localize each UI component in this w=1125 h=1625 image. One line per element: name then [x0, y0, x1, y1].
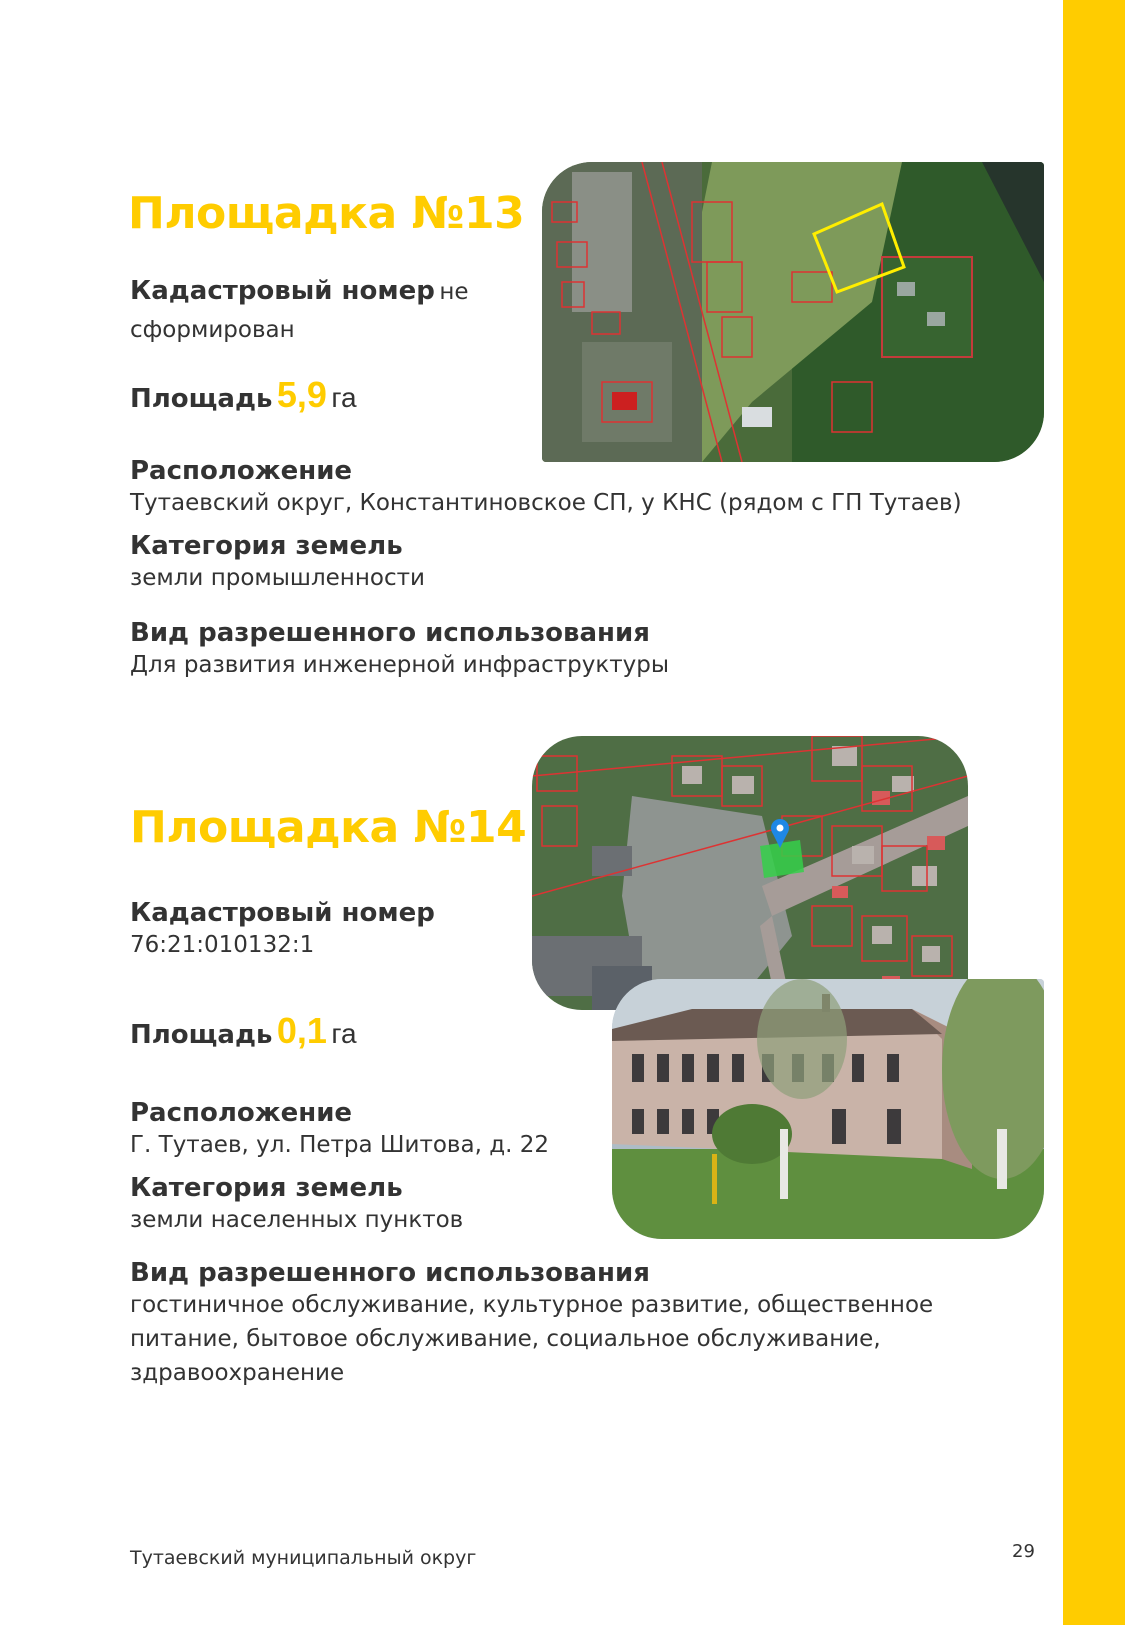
use-value-line-2: питание, бытовое обслуживание, социальное обслуживание,	[130, 1326, 881, 1352]
use-value-line-3: здравоохранение	[130, 1360, 345, 1386]
cadastral-value: не	[439, 279, 469, 305]
yellow-side-bar	[1063, 0, 1125, 1625]
site-13-location	[130, 456, 962, 520]
site-13-satellite-map	[542, 162, 1044, 462]
site-14-building-photo	[612, 979, 1044, 1239]
cadastral-value-rest: сформирован	[130, 317, 295, 343]
site-14-location	[130, 1098, 549, 1162]
category-label: Категория земель	[130, 1173, 403, 1203]
location-value: Тутаевский округ, Константиновское СП, у КНС (рядом с ГП Тутаев)	[130, 490, 962, 516]
category-value: земли населенных пунктов	[130, 1207, 464, 1233]
cadastral-label: Кадастровый номер	[130, 276, 435, 306]
area-value: 0,1	[276, 1010, 327, 1051]
site-14-title: Площадка №14	[130, 802, 527, 853]
category-value: земли промышленности	[130, 565, 425, 591]
page-number: 29	[1012, 1541, 1035, 1562]
site-13-area	[130, 374, 357, 416]
site-14-cadastral	[130, 898, 435, 962]
site-13-category	[130, 531, 425, 595]
use-label: Вид разрешенного использования	[130, 1258, 650, 1288]
category-label: Категория земель	[130, 531, 403, 561]
location-value: Г. Тутаев, ул. Петра Шитова, д. 22	[130, 1132, 549, 1158]
site-14-area	[130, 1010, 357, 1052]
site-14-satellite-map	[532, 736, 968, 1010]
site-13-cadastral	[130, 273, 510, 347]
area-value: 5,9	[276, 374, 327, 415]
site-14-category	[130, 1173, 463, 1237]
area-label: Площадь	[130, 1020, 273, 1050]
use-value: Для развития инженерной инфраструктуры	[130, 652, 670, 678]
location-label: Расположение	[130, 456, 353, 486]
area-label: Площадь	[130, 384, 273, 414]
use-label: Вид разрешенного использования	[130, 618, 650, 648]
area-unit: га	[331, 382, 357, 413]
site-14-use	[130, 1258, 933, 1390]
area-unit: га	[331, 1018, 357, 1049]
location-label: Расположение	[130, 1098, 353, 1128]
footer-text: Тутаевский муниципальный округ	[130, 1547, 477, 1569]
site-13-title: Площадка №13	[128, 188, 525, 239]
cadastral-label: Кадастровый номер	[130, 898, 435, 928]
cadastral-value: 76:21:010132:1	[130, 932, 315, 958]
use-value-line-1: гостиничное обслуживание, культурное развитие, общественное	[130, 1292, 934, 1318]
site-13-use	[130, 618, 669, 682]
